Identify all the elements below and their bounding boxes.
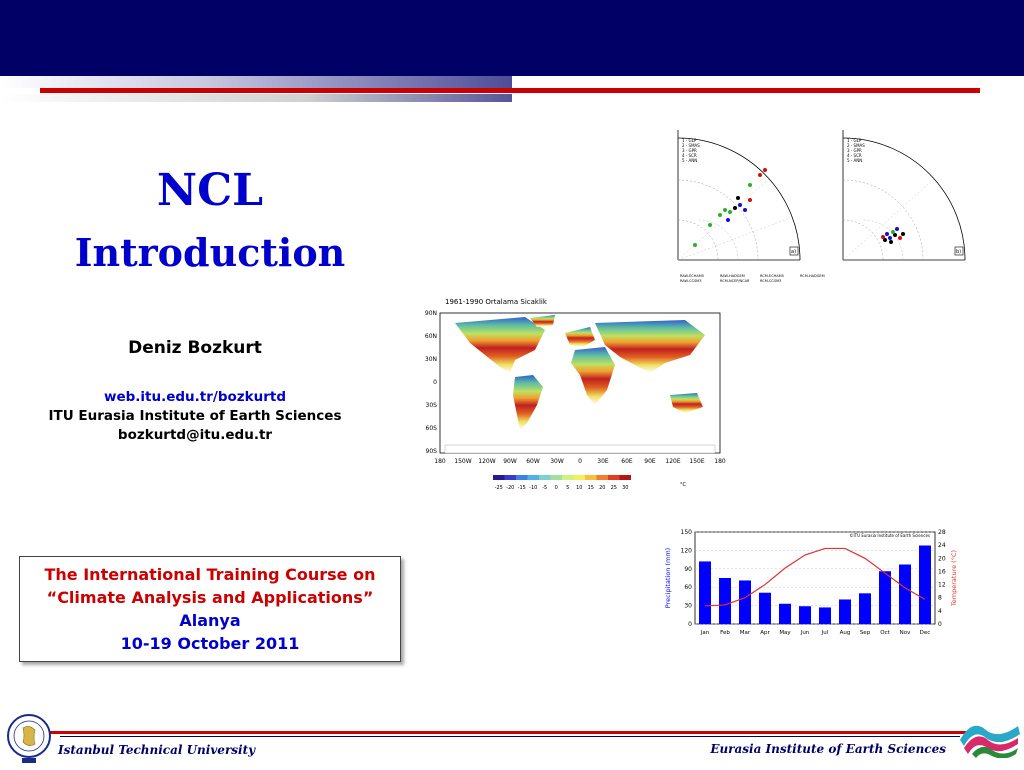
map-lon-label: 180	[714, 458, 726, 465]
map-lon-label: 120W	[478, 458, 496, 465]
taylor-legend-item: 3 - GPR	[847, 148, 862, 153]
footer-red-line	[40, 731, 980, 734]
taylor-bottom-legend	[680, 274, 825, 283]
course-line-2: “Climate Analysis and Applications”	[46, 588, 374, 607]
temperature-map-svg	[415, 295, 735, 495]
y-tick-label: 150	[680, 529, 692, 536]
temperature-map-figure	[415, 295, 735, 499]
taylor-bottom-legend-item: RCM-CCSM3	[760, 279, 782, 283]
map-lat-label: 90N	[424, 310, 437, 317]
taylor-legend-item: 1 - GLP	[682, 138, 697, 143]
map-colorbar	[493, 475, 631, 480]
precipitation-bar	[759, 593, 771, 624]
course-dates: 10-19 October 2011	[120, 634, 300, 653]
colorbar-label: 20	[599, 485, 606, 491]
map-lon-label: 60W	[526, 458, 540, 465]
colorbar-swatch	[539, 475, 551, 480]
colorbar-label: -5	[542, 485, 548, 491]
colorbar-label: -25	[494, 485, 503, 491]
y2-tick-label: 16	[938, 568, 946, 576]
x-tick-label: Jan	[700, 630, 710, 636]
map-lon-labels	[434, 458, 726, 465]
map-lon-label: 180	[434, 458, 446, 465]
title-line-2: Introduction	[74, 230, 346, 275]
map-lat-label: 30S	[425, 402, 437, 409]
map-lon-label: 30E	[597, 458, 609, 465]
y-tick-label: 120	[680, 547, 692, 555]
footer-university: Istanbul Technical University	[58, 743, 256, 757]
taylor-legend-item: 4 - SCR	[682, 153, 697, 158]
y-tick-label: 90	[684, 565, 692, 573]
x-tick-label: May	[779, 630, 791, 636]
precipitation-bar	[899, 565, 911, 624]
precipitation-bar	[699, 561, 711, 624]
precipitation-bar	[919, 545, 931, 624]
x-tick-label: Jun	[800, 630, 810, 636]
map-lon-label: 90E	[644, 458, 656, 465]
author-name: Deniz Bozkurt	[128, 338, 262, 358]
taylor-legend-item: 2 - SMAS	[847, 143, 865, 148]
map-lon-label: 150E	[689, 458, 705, 465]
colorbar-swatch	[528, 475, 540, 480]
y-tick-label: 0	[688, 621, 692, 628]
author-institute: ITU Eurasia Institute of Earth Sciences	[48, 408, 342, 424]
colorbar-swatch	[551, 475, 563, 480]
colorbar-swatch	[562, 475, 574, 480]
taylor-points-right	[881, 227, 905, 244]
author-email: bozkurtd@itu.edu.tr	[117, 427, 273, 443]
taylor-bottom-legend-item: RAW-HADGEM	[720, 274, 745, 278]
taylor-diagram-svg	[650, 120, 975, 285]
map-lat-label: 60S	[425, 425, 437, 432]
map-colorbar-labels	[495, 485, 629, 491]
taylor-diagram-figure	[650, 120, 975, 289]
map-lat-label: 0	[433, 379, 437, 386]
colorbar-swatch	[620, 475, 632, 480]
map-lon-label: 30W	[550, 458, 564, 465]
y2-tick-label: 4	[938, 607, 942, 615]
precipitation-bar	[719, 578, 731, 624]
climate-chart-ylabel: Precipitation (mm)	[664, 547, 672, 609]
x-tick-label: Feb	[720, 630, 730, 636]
map-lat-labels	[425, 310, 437, 455]
map-lat-label: 30N	[424, 356, 437, 363]
map-lon-label: 150W	[454, 458, 472, 465]
colorbar-label: 15	[587, 485, 594, 491]
course-box	[19, 556, 401, 662]
header-band	[0, 0, 1024, 76]
colorbar-swatch	[505, 475, 517, 480]
y2-tick-label: 0	[938, 621, 942, 628]
colorbar-swatch	[585, 475, 597, 480]
y-tick-label: 60	[684, 584, 692, 592]
climate-chart-y-ticks	[681, 529, 693, 628]
precipitation-bar	[879, 571, 891, 624]
y2-tick-label: 12	[938, 581, 946, 589]
x-tick-label: Mar	[739, 630, 751, 636]
header-gradient-bar	[0, 76, 512, 88]
header-gradient-bar-lower	[0, 94, 512, 102]
taylor-legend-item: 5 - ANN	[847, 158, 863, 163]
y2-tick-label: 24	[938, 542, 946, 550]
eurasia-institute-logo	[958, 712, 1022, 762]
colorbar-swatch	[608, 475, 620, 480]
taylor-bottom-legend-item: RCM-HADGEM	[800, 274, 825, 278]
taylor-legend-item: 4 - SCR	[847, 153, 862, 158]
precipitation-bar	[819, 607, 831, 624]
climate-chart-svg	[660, 525, 965, 645]
author-info	[20, 388, 370, 445]
climate-chart-figure	[660, 525, 965, 649]
x-tick-label: Dec	[919, 630, 931, 636]
precipitation-bar	[739, 580, 751, 624]
x-tick-label: Aug	[839, 630, 851, 636]
x-tick-label: Oct	[880, 630, 890, 636]
x-tick-label: Apr	[760, 630, 770, 636]
taylor-bottom-legend-item: RCM-NCEP/NCAR	[720, 279, 750, 283]
taylor-legend-item: 5 - ANN	[682, 158, 698, 163]
y2-tick-label: 20	[938, 555, 946, 563]
climate-chart-x-ticks	[700, 630, 931, 636]
map-lon-label: 60E	[621, 458, 633, 465]
taylor-legend-item: 1 - GLP	[847, 138, 862, 143]
taylor-legend-item: 3 - GPR	[682, 148, 697, 153]
colorbar-label: -20	[506, 485, 515, 491]
x-tick-label: Sep	[859, 630, 871, 636]
taylor-panel-left	[678, 130, 800, 260]
map-title: 1961-1990 Ortalama Sicaklik	[445, 298, 547, 306]
y2-tick-label: 8	[938, 594, 942, 602]
itu-logo	[6, 708, 52, 770]
precipitation-bar	[779, 604, 791, 624]
x-tick-label: Nov	[899, 630, 911, 636]
colorbar-swatch	[493, 475, 505, 480]
taylor-points-left	[693, 168, 767, 247]
x-tick-label: Jul	[821, 630, 829, 636]
map-lat-label: 60N	[424, 333, 437, 340]
taylor-panel-right	[843, 130, 965, 260]
precipitation-bar	[859, 593, 871, 624]
taylor-bottom-legend-item: RAW-CCSM3	[680, 279, 702, 283]
colorbar-swatch	[516, 475, 528, 480]
precipitation-bar	[799, 606, 811, 624]
colorbar-label: 5	[566, 485, 570, 491]
taylor-bottom-legend-item: RCM-ECHAM5	[760, 274, 784, 278]
taylor-legend-item: 2 - SMAS	[682, 143, 700, 148]
colorbar-swatch	[574, 475, 586, 480]
course-line-1: The International Training Course on	[44, 565, 376, 584]
colorbar-label: -10	[529, 485, 538, 491]
precipitation-bar	[839, 599, 851, 624]
map-lon-label: 0	[578, 458, 582, 465]
taylor-legend-right	[847, 138, 865, 163]
climate-chart-credit: ©ITU Eurasia Institute of Earth Sciences	[849, 533, 930, 538]
colorbar-label: 30	[622, 485, 629, 491]
taylor-legend-left	[682, 138, 700, 163]
colorbar-label: 10	[576, 485, 583, 491]
title-line-1: NCL	[156, 165, 264, 216]
taylor-panel-right-label: b)	[956, 249, 962, 255]
taylor-panel-left-label: a)	[791, 249, 797, 255]
climate-chart-y2label: Temperature (°C)	[950, 549, 958, 607]
colorbar-label: 25	[610, 485, 617, 491]
climate-chart-y2-ticks	[938, 529, 946, 628]
map-colorbar-unit: °C	[680, 482, 686, 488]
header-red-line	[40, 88, 980, 93]
taylor-bottom-legend-item: RAW-ECHAM5	[680, 274, 705, 278]
colorbar-label: 0	[554, 485, 558, 491]
y2-tick-label: 28	[938, 529, 946, 536]
colorbar-swatch	[597, 475, 609, 480]
map-lon-label: 90W	[503, 458, 517, 465]
footer-navy-line	[60, 736, 960, 737]
map-lon-label: 120E	[665, 458, 681, 465]
course-location: Alanya	[179, 611, 241, 630]
map-lat-label: 90S	[425, 448, 437, 455]
author-web-link[interactable]: web.itu.edu.tr/bozkurtd	[104, 389, 286, 405]
y-tick-label: 30	[684, 602, 692, 610]
footer-institute: Eurasia Institute of Earth Sciences	[710, 742, 946, 756]
colorbar-label: -15	[517, 485, 526, 491]
